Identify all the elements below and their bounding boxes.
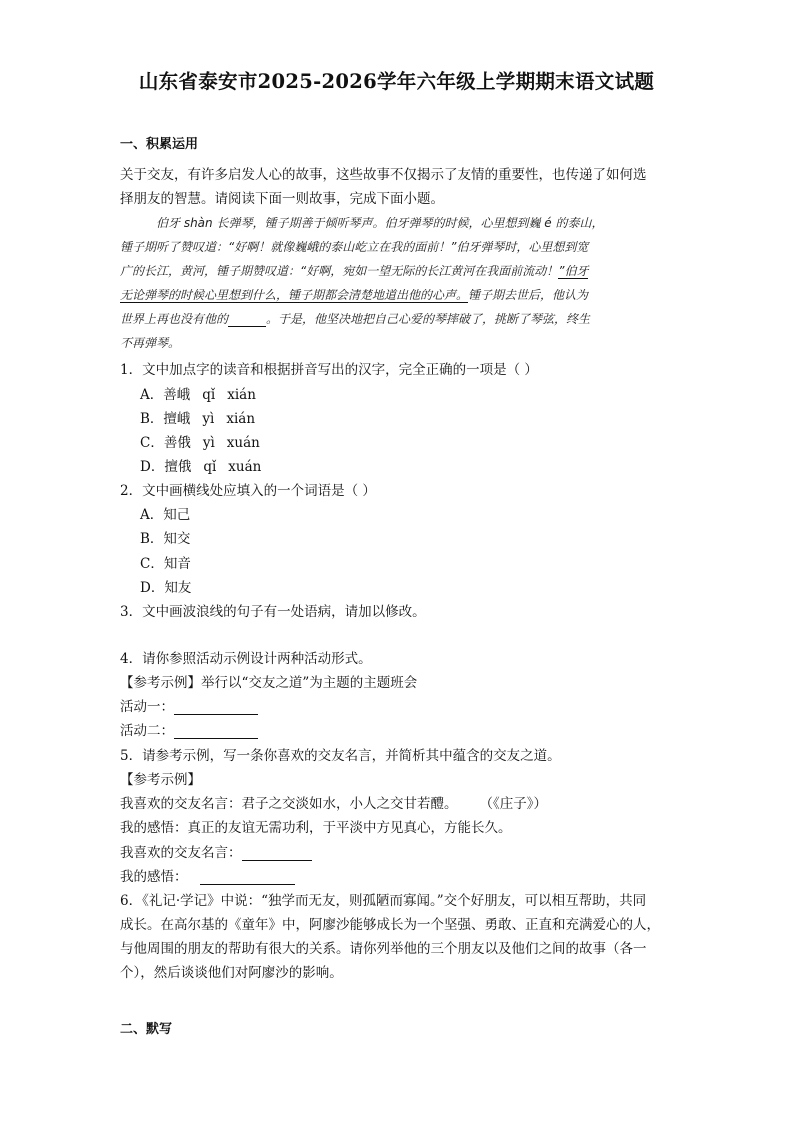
question-3-stem: 3．文中画波浪线的句子有一处语病，请加以修改。 [120, 604, 426, 620]
question-5-quote-answer [120, 841, 312, 861]
q1-option-b[interactable] [140, 407, 255, 427]
option-word: 善俄 [163, 435, 191, 451]
feeling-answer-label: 我的感悟： [120, 869, 188, 885]
q2-option-b[interactable] [140, 527, 190, 547]
option-char: xuán [226, 435, 260, 451]
quote-answer-label: 我喜欢的交友名言： [120, 845, 242, 861]
option-letter: B． [140, 411, 164, 427]
option-text: 知音 [163, 556, 191, 572]
question-6-line-3: 与他周围的朋友的帮助有很大的关系。请你列举他的三个朋友以及他们之间的故事（各一 [120, 941, 647, 957]
activity-2-blank[interactable] [174, 725, 258, 739]
feeling-answer-blank[interactable] [200, 871, 295, 885]
question-5-stem: 5．请参考示例，写一条你喜欢的交友名言，并简析其中蕴含的交友之道。 [120, 748, 561, 764]
option-text: 知交 [163, 531, 191, 547]
q1-option-a[interactable] [140, 383, 256, 403]
option-char: xián [226, 411, 256, 427]
option-letter: B． [140, 531, 164, 547]
activity-1-blank[interactable] [174, 701, 258, 715]
option-letter: A． [140, 507, 164, 523]
passage-line-3 [120, 262, 673, 279]
option-letter: D． [140, 459, 165, 475]
activity-2-label: 活动二： [120, 723, 174, 739]
option-pinyin: yì [202, 435, 215, 451]
option-char: xuán [228, 459, 262, 475]
activity-2 [120, 719, 258, 739]
passage-line-5b: 。于是，他坚决地把自己心爱的琴摔破了，挑断了琴弦，终生 [266, 312, 591, 326]
question-5-quote [120, 792, 547, 812]
question-6-line-4: 个），然后谈谈他们对阿廖沙的影响。 [120, 965, 343, 981]
passage-line-5 [120, 310, 673, 327]
passage-line-3a: 广的长江，黄河，锺子期赞叹道：“好啊，宛如一望无际的长江黄河在我面前流动！ [120, 264, 559, 278]
q2-option-a[interactable] [140, 503, 190, 523]
q2-option-d[interactable] [140, 576, 191, 596]
question-5-example-label: 【参考示例】 [120, 772, 201, 788]
passage-line-6: 不再弹琴。 [120, 336, 181, 350]
passage-line-4 [120, 286, 673, 303]
option-word: 擅俄 [164, 459, 192, 475]
question-6-line-1: 6．《礼记·学记》中说：“独学而无友，则孤陋而寡闻。”交个好朋友，可以相互帮助，共同 [120, 893, 647, 909]
option-word: 擅峨 [163, 411, 191, 427]
option-pinyin: yì [202, 411, 215, 427]
activity-1-label: 活动一： [120, 699, 174, 715]
q1-option-d[interactable] [140, 455, 261, 475]
q2-option-c[interactable] [140, 552, 191, 572]
passage-wavy-start: ”伯牙 [558, 264, 589, 278]
passage-line-5a: 世界上再也没有他的 [120, 312, 229, 326]
question-5-feeling-answer [120, 865, 295, 885]
intro-line-1: 关于交友，有许多启发人心的故事，这些故事不仅揭示了友情的重要性，也传递了如何选 [120, 167, 647, 183]
section-heading-1: 一、积累运用 [120, 137, 199, 152]
quote-answer-blank[interactable] [242, 847, 312, 861]
passage-line-4b: 锺子期去世后，他认为 [468, 288, 589, 302]
example-source: （《庄子》） [479, 796, 547, 812]
example-quote: 我喜欢的交友名言：君子之交淡如水，小人之交甘若醴。 [120, 796, 458, 812]
section-heading-2: 二、默写 [120, 1022, 173, 1037]
question-5-feeling: 我的感悟：真正的友谊无需功利，于平淡中方见真心，方能长久。 [120, 820, 512, 836]
option-letter: C． [140, 435, 164, 451]
passage-line-2: 锺子期听了赞叹道：“好啊！就像巍峨的泰山屹立在我的面前！”伯牙弹琴时，心里想到宽 [120, 240, 589, 254]
activity-1 [120, 695, 258, 715]
option-char: xián [227, 387, 256, 403]
question-6-line-2: 成长。在高尔基的《童年》中，阿廖沙能够成长为一个坚强、勇敢、正直和充满爱心的人， [120, 917, 660, 933]
option-text: 知己 [163, 507, 191, 523]
option-letter: D． [140, 580, 165, 596]
question-1-stem: 1．文中加点字的读音和根据拼音写出的汉字，完全正确的一项是（ ） [120, 362, 538, 378]
question-2-stem: 2．文中画横线处应填入的一个词语是（ ） [120, 483, 376, 499]
option-letter: A． [140, 387, 164, 403]
passage-line-1: 伯牙 shàn 长弹琴，锺子期善于倾听琴声。伯牙弹琴的时候，心里想到巍 é 的泰山， [156, 216, 604, 230]
page-title: 山东省泰安市2025-2026学年六年级上学期期末语文试题 [138, 70, 655, 93]
intro-line-2: 择朋友的智慧。请阅读下面一则故事，完成下面小题。 [120, 191, 444, 207]
option-letter: C． [140, 556, 164, 572]
option-text: 知友 [164, 580, 192, 596]
option-pinyin: qǐ [202, 387, 216, 403]
option-word: 善峨 [163, 387, 191, 403]
q1-option-c[interactable] [140, 431, 260, 451]
passage-wavy-sentence: 无论弹琴的时候心里想到什么，锺子期都会清楚地道出他的心声。 [120, 288, 469, 302]
question-4-stem: 4．请你参照活动示例设计两种活动形式。 [120, 651, 372, 667]
option-pinyin: qǐ [203, 459, 217, 475]
passage-blank[interactable] [228, 313, 266, 327]
question-4-example: 【参考示例】举行以“交友之道”为主题的主题班会 [120, 675, 418, 691]
